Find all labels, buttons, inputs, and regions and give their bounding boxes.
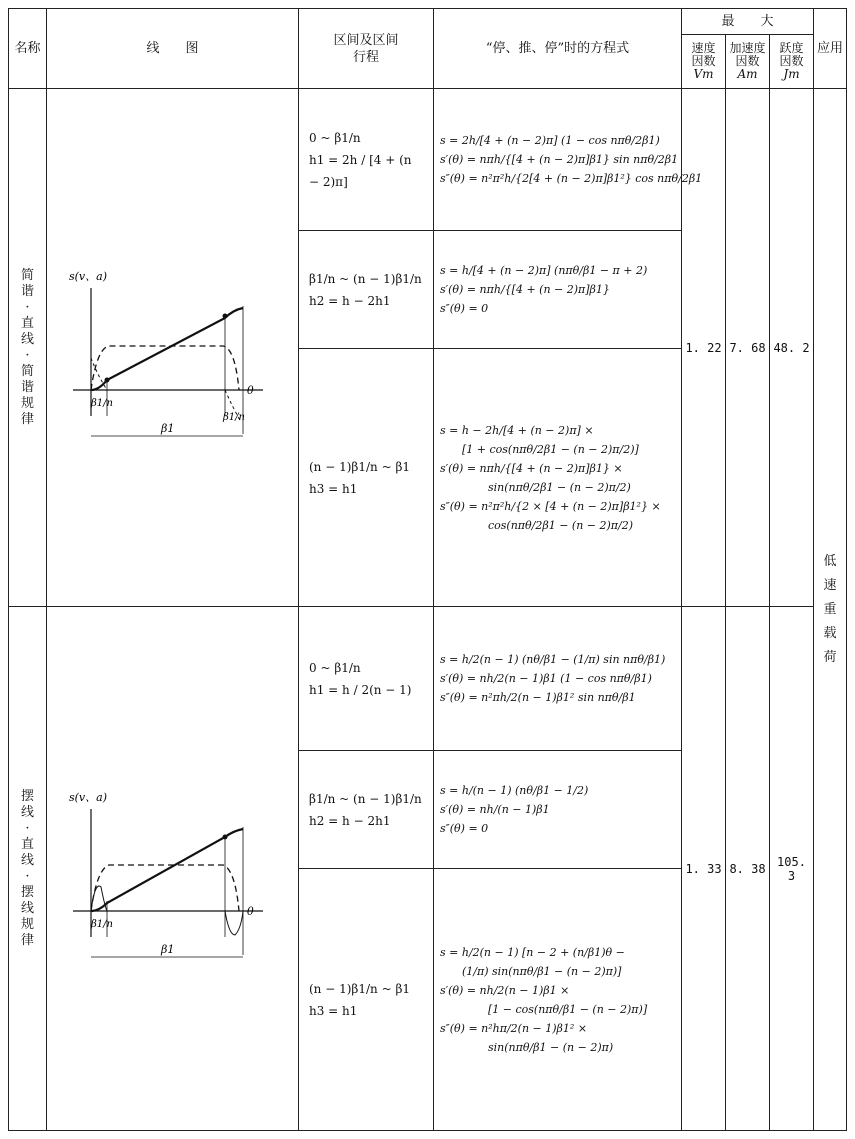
law1-interval-3	[299, 349, 434, 607]
law2-velocity-curve	[91, 865, 239, 911]
law1-theta-label: θ	[246, 383, 254, 397]
law2-eq3-v1: s′(θ) = nh/2(n − 1)β1 ×	[440, 983, 570, 997]
header-name: 名称	[9, 9, 47, 89]
law2-theta-label: θ	[246, 904, 254, 918]
law1-interval-1-range: 0 ~ β1/n	[309, 130, 361, 145]
law1-eq2-a: s″(θ) = 0	[440, 302, 489, 315]
law1-eq2-v: s′(θ) = nπh/{[4 + (n − 2)π]β1}	[440, 283, 610, 296]
law2-beta-label: β1	[160, 942, 174, 956]
law1-beta-n-label-right: β1/n	[222, 411, 245, 423]
law2-equations-2	[434, 751, 682, 869]
law1-eq3-v2: sin(nπθ/2β1 − (n − 2)π/2)	[488, 480, 631, 494]
law2-name-cell	[9, 607, 47, 1131]
law1-eq2-s: s = h/[4 + (n − 2)π] (nπθ/β1 − π + 2)	[440, 264, 648, 277]
law2-jm: 105. 3	[770, 607, 814, 1131]
law2-graph-ylabel: s(v、a)	[68, 790, 107, 804]
header-graph: 线 图	[47, 9, 299, 89]
law2-eq1-s: s = h/2(n − 1) (nθ/β1 − (1/π) sin nπθ/β1)	[440, 653, 666, 666]
law1-motion-graph	[63, 248, 283, 448]
law1-eq3-a1: s″(θ) = n²π²h/{2 × [4 + (n − 2)π]β1²} ×	[440, 499, 661, 513]
header-accel-factor	[726, 35, 770, 89]
law2-eq3-s1: s = h/2(n − 1) [n − 2 + (n/β1)θ −	[440, 945, 625, 959]
accel-label: 加速度 因数	[729, 41, 766, 68]
accel-symbol: Am	[737, 67, 758, 81]
header-equations: “停、推、停”时的方程式	[434, 9, 682, 89]
law1-equations-3	[434, 349, 682, 607]
law1-name: 简谐·直线·简谐规律	[20, 267, 34, 427]
law2-displacement-curve	[91, 829, 243, 911]
law1-interval-2	[299, 231, 434, 349]
law1-interval-2-range: β1/n ~ (n − 1)β1/n	[309, 271, 422, 286]
law1-vm: 1. 22	[682, 89, 726, 607]
law1-beta-label: β1	[160, 421, 174, 435]
law2-interval-2-travel: h2 = h − 2h1	[309, 813, 391, 828]
velocity-label: 速度 因数	[691, 41, 716, 68]
law2-motion-graph	[63, 769, 283, 969]
law2-eq2-s: s = h/(n − 1) (nθ/β1 − 1/2)	[440, 784, 589, 797]
law2-interval-1-range: 0 ~ β1/n	[309, 660, 361, 675]
law2-interval-2	[299, 751, 434, 869]
jerk-symbol: Jm	[783, 67, 800, 81]
law1-graph-cell	[47, 89, 299, 607]
law1-interval-3-travel: h3 = h1	[309, 481, 358, 496]
header-jerk-factor	[770, 35, 814, 89]
header-velocity-factor	[682, 35, 726, 89]
law1-eq3-v1: s′(θ) = nπh/{[4 + (n − 2)π]β1} ×	[440, 461, 623, 475]
law2-eq2-v: s′(θ) = nh/(n − 1)β1	[440, 803, 550, 816]
law1-displacement-curve	[91, 308, 243, 390]
law1-interval-2-travel: h2 = h − 2h1	[309, 293, 391, 308]
law1-graph-ylabel: s(v、a)	[68, 269, 107, 283]
law1-eq1-a: s″(θ) = n²π²h/{2[4 + (n − 2)π]β1²} cos nπθ/2β1	[440, 172, 703, 185]
law2-eq3-v2: [1 − cos(nπθ/β1 − (n − 2)π)]	[488, 1002, 648, 1016]
law2-eq3-a1: s″(θ) = n²hπ/2(n − 1)β1² ×	[440, 1021, 588, 1035]
law2-interval-3-travel: h3 = h1	[309, 1003, 358, 1018]
header-application: 应用	[814, 9, 847, 89]
law2-equations-1	[434, 607, 682, 751]
jerk-label: 跃度 因数	[779, 41, 804, 68]
law2-interval-1-travel: h1 = h / 2(n − 1)	[309, 682, 412, 697]
law1-am: 7. 68	[726, 89, 770, 607]
header-max: 最 大	[682, 9, 814, 35]
law2-vm: 1. 33	[682, 607, 726, 1131]
law1-beta-n-label-left: β1/n	[90, 397, 113, 409]
law2-am: 8. 38	[726, 607, 770, 1131]
law1-interval-1-travel: h1 = 2h / [4 + (n − 2)π]	[309, 152, 412, 189]
law1-equations-1	[434, 89, 703, 231]
law1-velocity-curve	[91, 346, 239, 390]
motion-law-table	[8, 8, 847, 1131]
law1-eq1-s: s = 2h/[4 + (n − 2)π] (1 − cos nπθ/2β1)	[440, 134, 660, 147]
law2-equations-3	[434, 869, 682, 1131]
law1-interval-3-range: (n − 1)β1/n ~ β1	[309, 459, 411, 474]
header-interval: 区间及区间 行程	[299, 9, 434, 89]
law1-eq3-a2: cos(nπθ/2β1 − (n − 2)π/2)	[488, 518, 634, 532]
law2-eq3-s2: (1/π) sin(nπθ/β1 − (n − 2)π)]	[462, 964, 622, 978]
law2-eq2-a: s″(θ) = 0	[440, 822, 489, 835]
law2-eq3-a2: sin(nπθ/β1 − (n − 2)π)	[488, 1040, 614, 1054]
law1-interval-1	[299, 89, 434, 231]
law2-interval-2-range: β1/n ~ (n − 1)β1/n	[309, 791, 422, 806]
law1-eq3-s1: s = h − 2h/[4 + (n − 2)π] ×	[440, 423, 594, 437]
law2-eq1-v: s′(θ) = nh/2(n − 1)β1 (1 − cos nπθ/β1)	[440, 672, 652, 685]
law2-interval-3	[299, 869, 434, 1131]
application-text: 低速重载荷	[823, 553, 837, 665]
law2-beta-n-label: β1/n	[90, 918, 113, 930]
law1-eq1-v: s′(θ) = nπh/{[4 + (n − 2)π]β1} sin nπθ/2β1	[440, 153, 679, 166]
law1-eq3-s2: [1 + cos(nπθ/2β1 − (n − 2)π/2)]	[462, 442, 639, 456]
law2-graph-cell	[47, 607, 299, 1131]
law1-equations-2	[434, 231, 682, 349]
law1-name-cell	[9, 89, 47, 607]
law2-eq1-a: s″(θ) = n²πh/2(n − 1)β1² sin nπθ/β1	[440, 691, 636, 704]
application-cell	[814, 89, 847, 1131]
law1-jm: 48. 2	[770, 89, 814, 607]
law2-interval-1	[299, 607, 434, 751]
law2-interval-3-range: (n − 1)β1/n ~ β1	[309, 981, 411, 996]
velocity-symbol: Vm	[693, 67, 714, 81]
law2-name: 摆线·直线·摆线规律	[20, 788, 34, 948]
